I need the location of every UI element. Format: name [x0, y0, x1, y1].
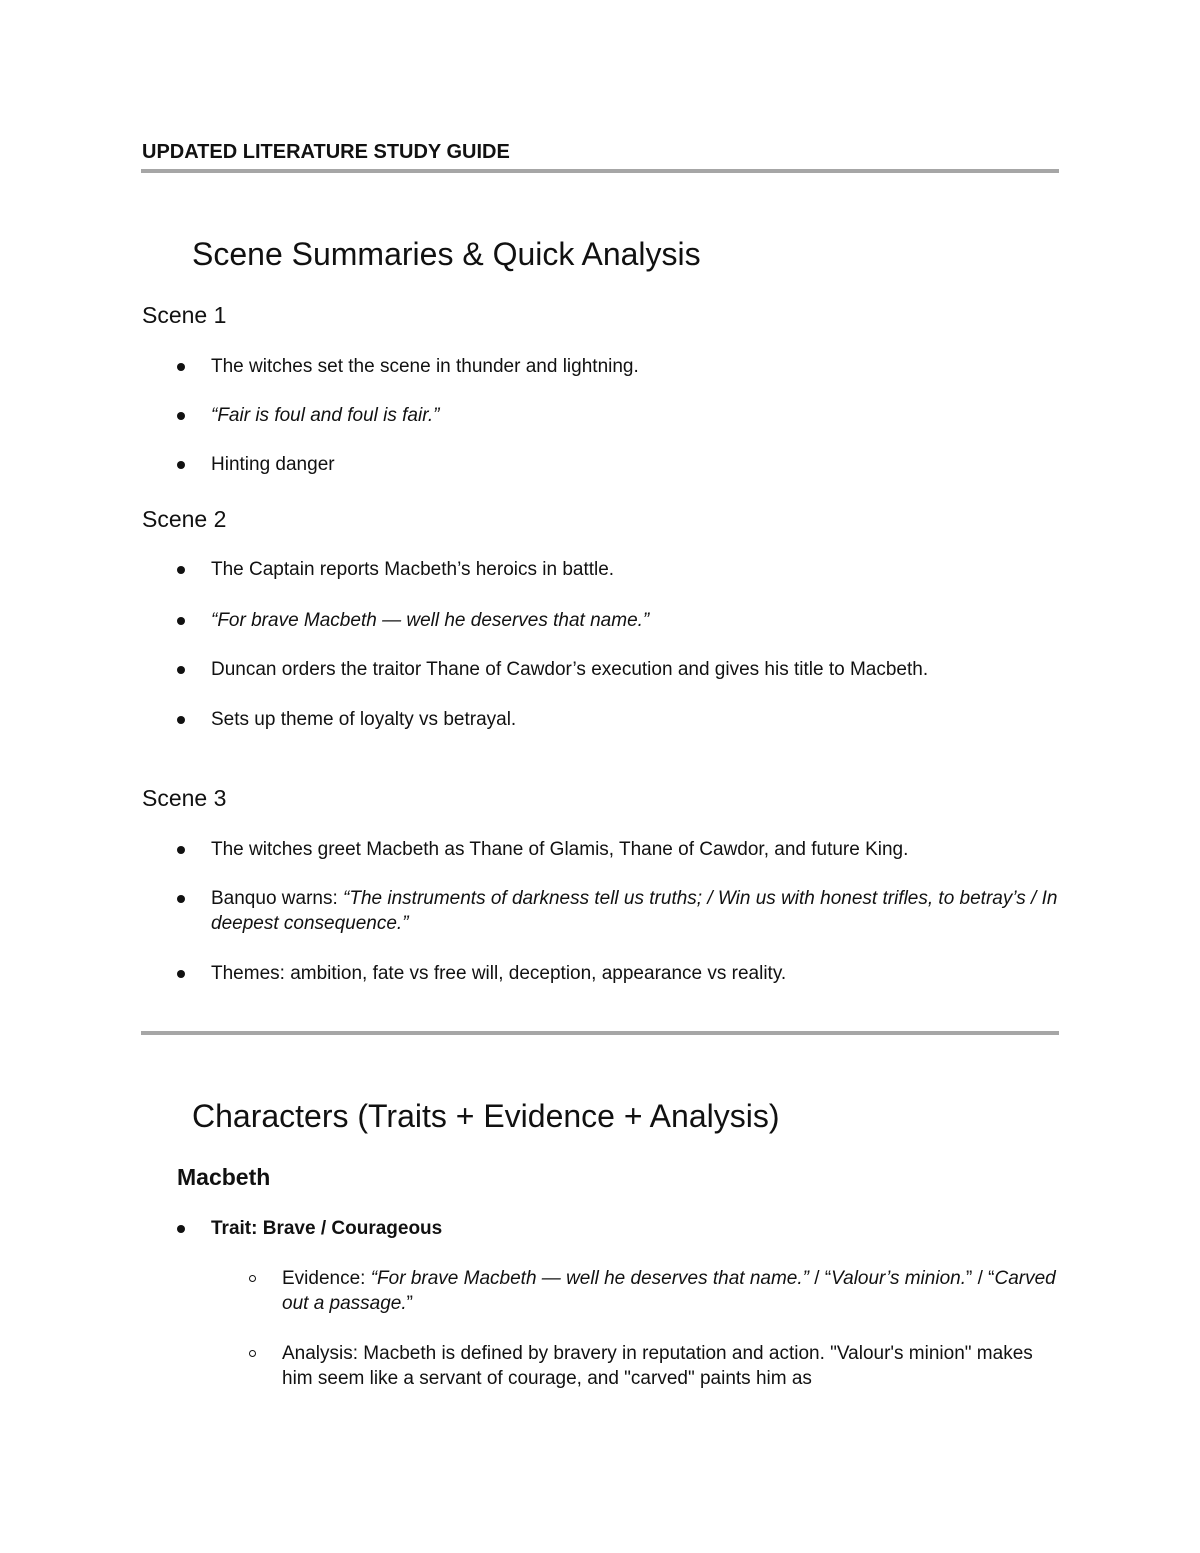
bullet-icon [177, 412, 185, 420]
hollow-bullet-icon [249, 1275, 256, 1282]
banquo-quote: “The instruments of darkness tell us truths; / Win us with honest trifles, to betray’s / In deepest consequence.” [211, 888, 1058, 934]
list-item-quote: “For brave Macbeth — well he deserves that name.” [211, 610, 650, 631]
character-heading-macbeth: Macbeth [177, 1164, 271, 1190]
section-title-scene-summaries: Scene Summaries & Quick Analysis [192, 236, 701, 272]
evidence-item [282, 1266, 1062, 1316]
bullet-icon [177, 461, 185, 469]
list-item: Hinting danger [211, 454, 335, 475]
bullet-icon [177, 716, 185, 724]
hollow-bullet-icon [249, 1350, 256, 1357]
document-header: UPDATED LITERATURE STUDY GUIDE [142, 141, 510, 163]
list-item: Sets up theme of loyalty vs betrayal. [211, 709, 517, 730]
evidence-prefix: Evidence: [282, 1268, 371, 1289]
evidence-quote: “For brave Macbeth — well he deserves that name.” [370, 1268, 809, 1289]
evidence-quote: Valour’s minion. [831, 1268, 966, 1289]
evidence-separator: / “ [808, 1268, 832, 1289]
bullet-icon [177, 617, 185, 625]
list-item: The Captain reports Macbeth’s heroics in battle. [211, 559, 615, 580]
banquo-prefix: Banquo warns: [211, 888, 344, 909]
bullet-icon [177, 363, 185, 371]
list-item-quote: “Fair is foul and foul is fair.” [211, 405, 440, 426]
section-title-characters: Characters (Traits + Evidence + Analysis) [192, 1098, 780, 1134]
evidence-end: ” [406, 1293, 413, 1314]
scene-1-heading: Scene 1 [142, 302, 227, 328]
trait-item: Trait: Brave / Courageous [211, 1218, 443, 1239]
evidence-quote: Carved out a passage. [282, 1268, 1056, 1314]
bullet-icon [177, 970, 185, 978]
scene-2-heading: Scene 2 [142, 506, 227, 532]
bullet-icon [177, 666, 185, 674]
analysis-item: Analysis: Macbeth is defined by bravery in reputation and action. "Valour's minion" makes him seem like a servant of courage, and "carved" paints him as [282, 1343, 1033, 1389]
bullet-icon [177, 1225, 185, 1233]
list-item: The witches greet Macbeth as Thane of Glamis, Thane of Cawdor, and future King. [211, 839, 909, 860]
header-divider [141, 169, 1059, 173]
list-item: Duncan orders the traitor Thane of Cawdor’s execution and gives his title to Macbeth. [211, 659, 929, 680]
list-item: The witches set the scene in thunder and lightning. [211, 356, 639, 377]
list-item: Themes: ambition, fate vs free will, deception, appearance vs reality. [211, 963, 787, 984]
bullet-icon [177, 846, 185, 854]
bullet-icon [177, 566, 185, 574]
list-item-banquo-quote [211, 886, 1061, 936]
section-divider [141, 1031, 1059, 1035]
scene-3-heading: Scene 3 [142, 785, 227, 811]
bullet-icon [177, 895, 185, 903]
evidence-separator: ” / “ [965, 1268, 995, 1289]
